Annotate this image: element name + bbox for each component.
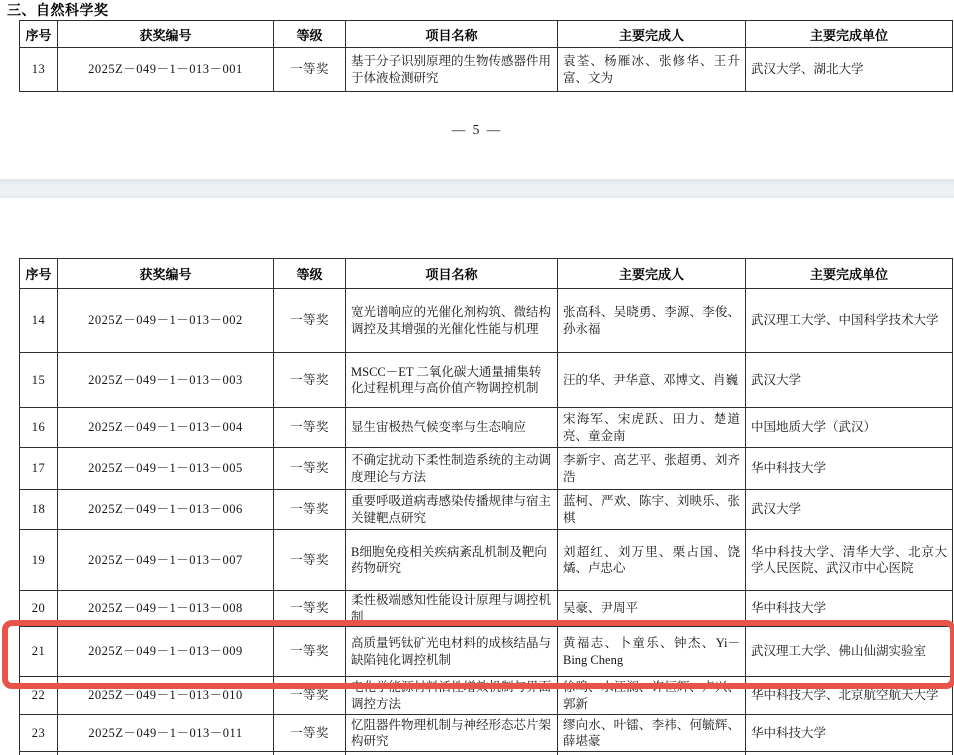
cell-people: 蓝柯、严欢、陈宇、刘映乐、张棋 [558,490,746,530]
cell-project: 基于分子识别原理的生物传感器件用于体液检测研究 [346,48,558,92]
cell-no: 22 [20,677,58,715]
column-header: 获奖编号 [58,21,274,48]
cell-award_no: 2025Z－049－1－013－002 [58,289,274,353]
cell-grade: 一等奖 [274,530,346,591]
cell-empty [274,752,346,755]
table-row [20,289,953,353]
table-row [20,627,953,677]
cell-project: 柔性极端感知性能设计原理与调控机制 [346,591,558,627]
column-header: 等级 [274,21,346,48]
cell-award_no: 2025Z－049－1－013－011 [58,715,274,752]
column-header: 主要完成人 [558,21,746,48]
cell-grade: 一等奖 [274,289,346,353]
table-row [20,530,953,591]
cell-people: 徐鸣、水江澜、许恒辉、卢兴、郭新 [558,677,746,715]
cell-people: 缪向水、叶镭、李祎、何毓辉、薛堪豪 [558,715,746,752]
column-header: 主要完成单位 [746,259,953,289]
column-header: 项目名称 [346,21,558,48]
cell-people: 吴豪、尹周平 [558,591,746,627]
cell-project: 显生宙极热气候变率与生态响应 [346,408,558,448]
cell-people: 袁荃、杨雁冰、张修华、王升富、文为 [558,48,746,92]
cell-units: 华中科技大学 [746,715,953,752]
cell-no: 23 [20,715,58,752]
cell-empty [20,752,58,755]
table-row [20,715,953,752]
cell-units: 武汉大学、湖北大学 [746,48,953,92]
cell-people: 刘超红、刘万里、栗占国、饶燏、卢忠心 [558,530,746,591]
cell-no: 13 [20,48,58,92]
cell-units: 武汉理工大学、佛山仙湖实验室 [746,627,953,677]
cell-project: 不确定扰动下柔性制造系统的主动调度理论与方法 [346,448,558,490]
cell-award_no: 2025Z－049－1－013－006 [58,490,274,530]
cell-grade: 一等奖 [274,591,346,627]
cell-no: 18 [20,490,58,530]
column-header: 序号 [20,21,58,48]
cell-units: 武汉大学 [746,490,953,530]
column-header: 项目名称 [346,259,558,289]
cell-units: 华中科技大学、清华大学、北京大学人民医院、武汉市中心医院 [746,530,953,591]
cell-project: MSCC－ET 二氧化碳大通量捕集转化过程机理与高价值产物调控机制 [346,353,558,408]
table-header [20,259,953,289]
cell-project: 高质量钙钛矿光电材料的成核结晶与缺陷钝化调控机制 [346,627,558,677]
section-title: 三、自然科学奖 [7,2,109,18]
cell-grade: 一等奖 [274,677,346,715]
table-header [20,21,953,48]
cell-people: 张高科、吴晓勇、李源、李俊、孙永福 [558,289,746,353]
cell-no: 21 [20,627,58,677]
cell-no: 15 [20,353,58,408]
cell-empty [346,752,558,755]
cell-people: 宋海军、宋虎跃、田力、楚道亮、童金南 [558,408,746,448]
cell-grade: 一等奖 [274,715,346,752]
column-header: 等级 [274,259,346,289]
cell-units: 华中科技大学、北京航空航天大学 [746,677,953,715]
cell-empty [558,752,746,755]
cell-project: 宽光谱响应的光催化剂构筑、微结构调控及其增强的光催化性能与机理 [346,289,558,353]
table-row [20,353,953,408]
cell-units: 中国地质大学（武汉） [746,408,953,448]
cell-units: 武汉理工大学、中国科学技术大学 [746,289,953,353]
table-row [20,48,953,92]
cell-people: 李新宇、高艺平、张超勇、刘齐浩 [558,448,746,490]
table-row [20,591,953,627]
cell-empty [746,752,953,755]
table-row [20,490,953,530]
cell-grade: 一等奖 [274,353,346,408]
awards-table-page5 [19,20,953,92]
cell-project: 忆阻器件物理机制与神经形态芯片架构研究 [346,715,558,752]
cell-people: 汪的华、尹华意、邓博文、肖巍 [558,353,746,408]
column-header: 序号 [20,259,58,289]
cell-no: 14 [20,289,58,353]
cell-units: 华中科技大学 [746,591,953,627]
cell-grade: 一等奖 [274,627,346,677]
cell-grade: 一等奖 [274,408,346,448]
page-number: — 5 — [451,122,503,137]
cell-award_no: 2025Z－049－1－013－001 [58,48,274,92]
cell-units: 华中科技大学 [746,448,953,490]
page-separator [0,179,954,198]
cell-award_no: 2025Z－049－1－013－004 [58,408,274,448]
cell-project: 重要呼吸道病毒感染传播规律与宿主关键靶点研究 [346,490,558,530]
column-header: 获奖编号 [58,259,274,289]
cell-award_no: 2025Z－049－1－013－008 [58,591,274,627]
table-row-partial [20,752,953,755]
table-row [20,448,953,490]
cell-no: 20 [20,591,58,627]
cell-project: B细胞免疫相关疾病紊乱机制及靶向药物研究 [346,530,558,591]
cell-grade: 一等奖 [274,448,346,490]
column-header: 主要完成单位 [746,21,953,48]
cell-no: 17 [20,448,58,490]
column-header: 主要完成人 [558,259,746,289]
awards-table-page6 [19,258,953,755]
cell-no: 19 [20,530,58,591]
cell-award_no: 2025Z－049－1－013－007 [58,530,274,591]
cell-grade: 一等奖 [274,48,346,92]
cell-award_no: 2025Z－049－1－013－005 [58,448,274,490]
table-row [20,408,953,448]
cell-award_no: 2025Z－049－1－013－010 [58,677,274,715]
cell-project: 电化学能源材料活性增效机制与界面调控方法 [346,677,558,715]
cell-no: 16 [20,408,58,448]
table-row [20,677,953,715]
cell-people: 黄福志、卜童乐、钟杰、Yi－Bing Cheng [558,627,746,677]
cell-award_no: 2025Z－049－1－013－003 [58,353,274,408]
cell-empty [58,752,274,755]
cell-units: 武汉大学 [746,353,953,408]
cell-grade: 一等奖 [274,490,346,530]
cell-award_no: 2025Z－049－1－013－009 [58,627,274,677]
